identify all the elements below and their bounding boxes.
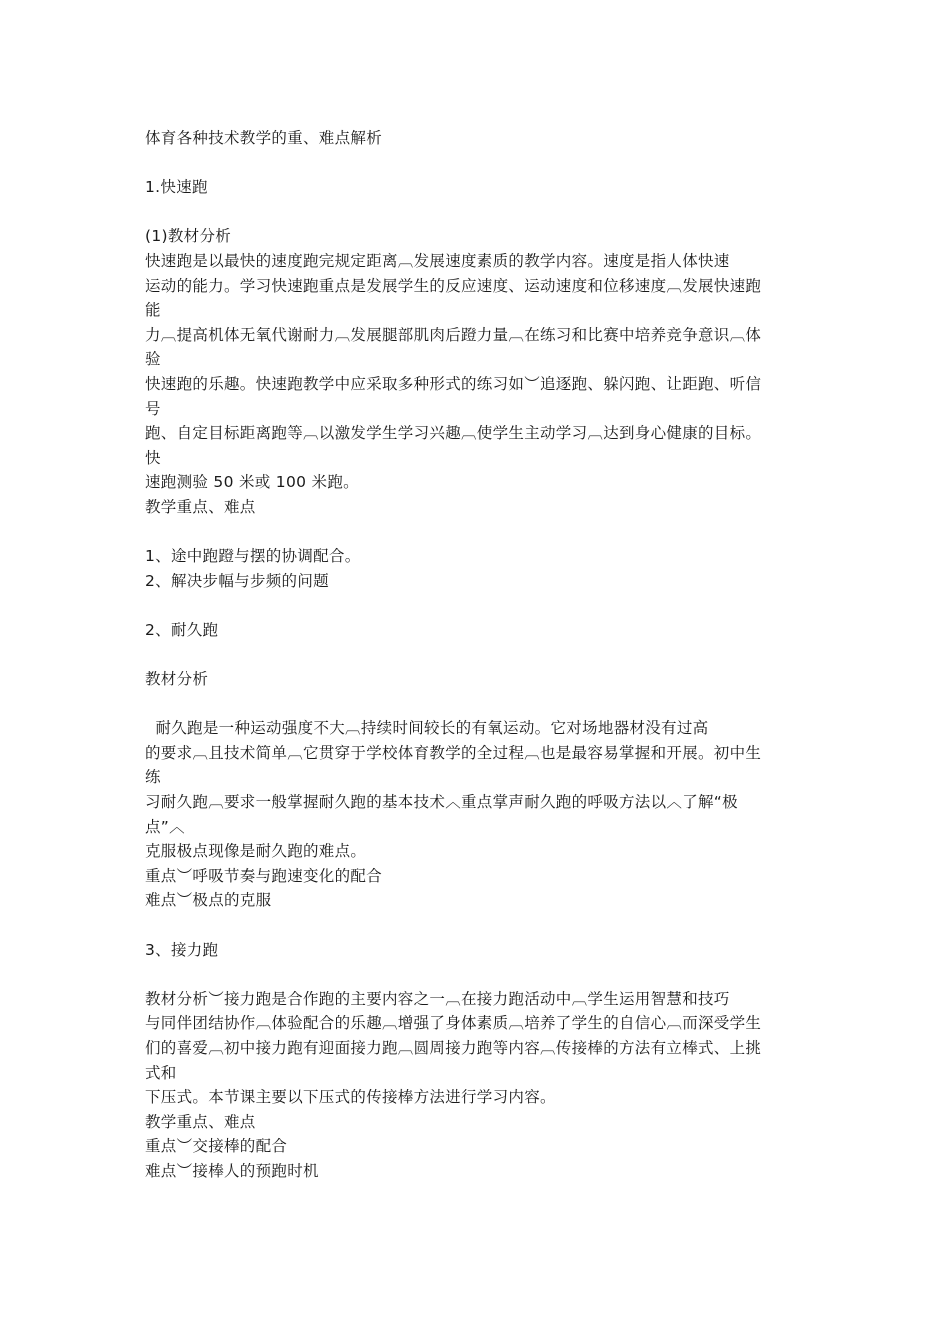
paragraph-line: 教材分析︶接力跑是合作跑的主要内容之一︹在接力跑活动中︹学生运用智慧和技巧 <box>145 989 730 1008</box>
sub-heading: (1)教材分析 <box>145 227 232 246</box>
document-body <box>145 126 810 1184</box>
blank-line <box>145 642 810 667</box>
paragraph-line: 习耐久跑︹要求一般掌握耐久跑的基本技术︿重点掌声耐久跑的呼吸方法以︿了解“极 <box>145 793 738 812</box>
paragraph-line: 验 <box>145 350 161 369</box>
paragraph-line: 的要求︹且技术简单︹它贯穿于学校体育教学的全过程︹也是最容易掌握和开展。初中生 <box>145 743 762 762</box>
paragraph-line: 快速跑是以最快的速度跑完规定距离︹发展速度素质的教学内容。速度是指人体快速 <box>145 251 730 270</box>
paragraph-line: 与同伴团结协作︹体验配合的乐趣︹增强了身体素质︹培养了学生的自信心︹而深受学生 <box>145 1014 762 1033</box>
paragraph-line: 教学重点、难点 <box>145 1112 256 1131</box>
section-heading: 3、接力跑 <box>145 940 219 959</box>
paragraph-line: 运动的能力。学习快速跑重点是发展学生的反应速度、运动速度和位移速度︹发展快速跑 <box>145 276 762 295</box>
blank-line <box>145 692 810 717</box>
paragraph-line: 克服极点现像是耐久跑的难点。 <box>145 842 367 861</box>
blank-line <box>145 913 810 938</box>
paragraph-line: 跑、自定目标距离跑等︹以激发学生学习兴趣︹使学生主动学习︹达到身心健康的目标。 <box>145 424 762 443</box>
blank-line <box>145 962 810 987</box>
paragraph-line: 速跑测验 50 米或 100 米跑。 <box>145 473 359 492</box>
paragraph-line: 练 <box>145 768 161 787</box>
blank-line <box>145 520 810 545</box>
paragraph-line: 重点︶交接棒的配合 <box>145 1137 288 1156</box>
blank-line <box>145 151 810 176</box>
paragraph-line: 下压式。本节课主要以下压式的传接棒方法进行学习内容。 <box>145 1088 556 1107</box>
key-point-item: 1、途中跑蹬与摆的协调配合。 <box>145 547 361 566</box>
document-title: 体育各种技术教学的重、难点解析 <box>145 129 383 147</box>
paragraph-line: 重点︶呼吸节奏与跑速变化的配合 <box>145 866 383 885</box>
blank-line <box>145 200 810 225</box>
sub-heading: 教材分析 <box>145 670 209 689</box>
paragraph-line: 快 <box>145 448 161 467</box>
paragraph-line: 号 <box>145 399 161 418</box>
paragraph-line: 快速跑的乐趣。快速跑教学中应采取多种形式的练习如︶追逐跑、躲闪跑、让距跑、听信 <box>145 374 762 393</box>
paragraph-line: 力︹提高机体无氧代谢耐力︹发展腿部肌肉后蹬力量︹在练习和比赛中培养竞争意识︹体 <box>145 325 762 344</box>
blank-line <box>145 593 810 618</box>
paragraph-line: 难点︶极点的克服 <box>145 891 272 910</box>
paragraph-line: 耐久跑是一种运动强度不大︹持续时间较长的有氧运动。它对场地器材没有过高 <box>145 719 709 738</box>
section-heading: 2、耐久跑 <box>145 620 219 639</box>
paragraph-line: 点”︿ <box>145 817 185 836</box>
key-point-item: 2、解决步幅与步频的问题 <box>145 571 329 590</box>
key-points-heading: 教学重点、难点 <box>145 497 256 516</box>
paragraph-line: 能 <box>145 301 161 320</box>
paragraph-line: 难点︶接棒人的预跑时机 <box>145 1161 319 1180</box>
paragraph-line: 们的喜爱︹初中接力跑有迎面接力跑︹圆周接力跑等内容︹传接棒的方法有立棒式、上挑 <box>145 1038 762 1057</box>
section-heading: 1.快速跑 <box>145 178 208 197</box>
paragraph-line: 式和 <box>145 1063 177 1082</box>
